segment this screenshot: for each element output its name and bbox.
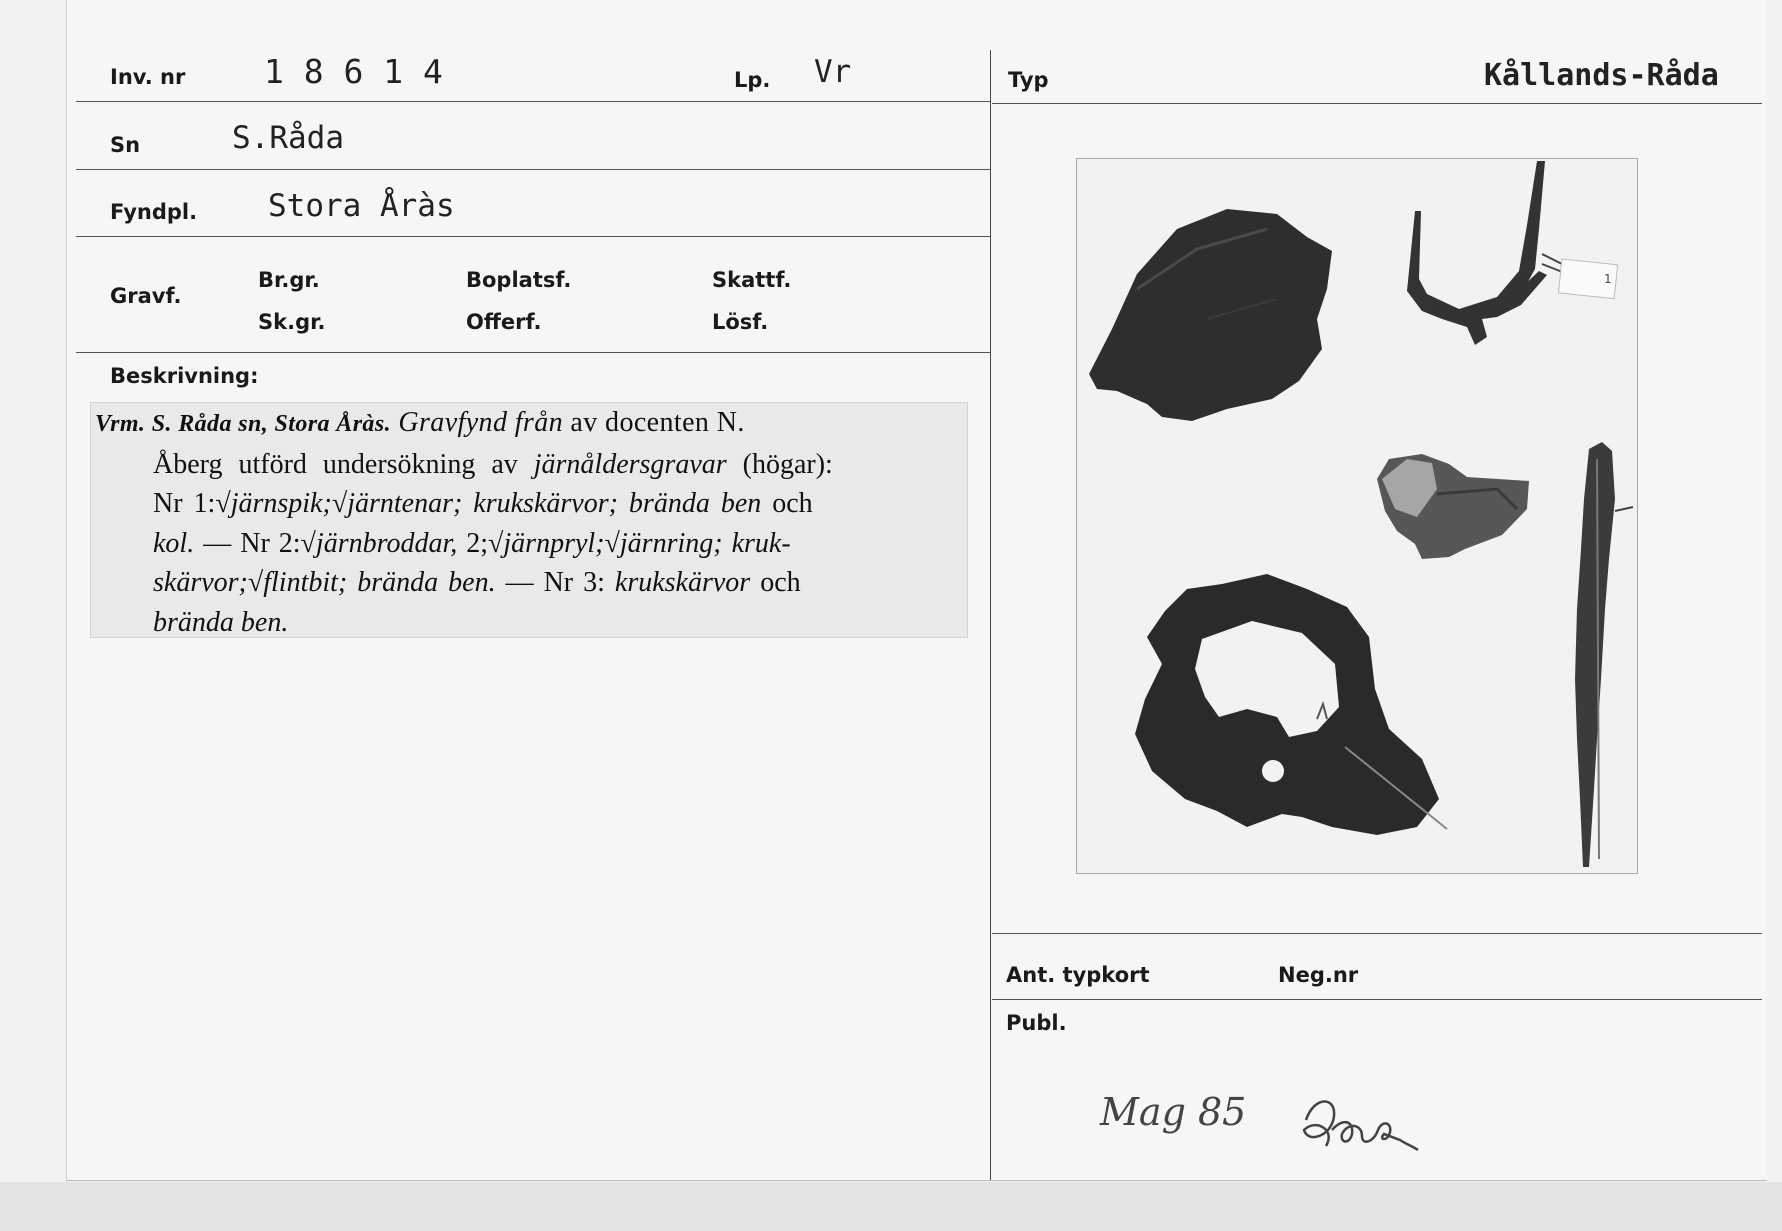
description-line <box>95 563 953 603</box>
gravf-label: Gravf. <box>110 284 182 308</box>
inv-nr-label: Inv. nr <box>110 65 186 89</box>
description-line <box>95 403 953 445</box>
description-fragment: — Nr 2:√ <box>194 527 316 559</box>
description-line <box>95 524 953 564</box>
description-fragment: kruk- <box>731 527 791 559</box>
finds-photograph <box>1076 158 1638 874</box>
rule-fyndpl <box>76 236 990 237</box>
sn-label: Sn <box>110 133 141 157</box>
inv-nr-value: 1 8 6 1 4 <box>264 52 443 91</box>
rule-gravf <box>76 352 990 353</box>
lp-value: Vr <box>814 54 852 90</box>
description-fragment: järnpryl; <box>503 527 605 559</box>
description-fragment: brända ben <box>628 488 762 519</box>
description-fragment: brända ben. <box>153 606 289 638</box>
gravf-option-skattf: Skattf. <box>712 268 792 292</box>
gravf-option-brgr: Br.gr. <box>258 268 320 292</box>
description-fragment: — Nr 3: <box>495 567 615 598</box>
handwritten-note: Mag 85 <box>1100 1090 1247 1134</box>
fyndpl-label: Fyndpl. <box>110 200 198 224</box>
fyndpl-value: Stora Åràs <box>268 188 455 224</box>
rule-sn <box>76 169 990 170</box>
gravf-option-skgr: Sk.gr. <box>258 310 326 334</box>
description-fragment: och <box>750 567 801 598</box>
beskrivning-label: Beskrivning: <box>110 364 259 388</box>
rule-inv <box>76 101 990 102</box>
gravf-option-offerf: Offerf. <box>466 310 542 334</box>
lp-label: Lp. <box>734 68 771 92</box>
sn-value: S.Råda <box>232 120 344 156</box>
description-fragment: √ <box>247 567 264 598</box>
handwritten-signature <box>1296 1090 1426 1160</box>
description-fragment: Gravfynd från <box>398 407 564 438</box>
description-fragment: järnåldersgravar <box>533 448 727 480</box>
description-box <box>90 402 968 638</box>
description-fragment: kol. <box>153 527 195 559</box>
description-fragment: Vrm. S. Råda sn, Stora Åràs. <box>95 411 391 437</box>
gravf-option-losf: Lösf. <box>712 310 769 334</box>
description-line <box>95 445 953 485</box>
rule-photo-bottom <box>992 933 1762 934</box>
description-fragment: √ <box>604 527 620 559</box>
description-fragment: flintbit; <box>263 567 348 598</box>
publ-label: Publ. <box>1006 1011 1067 1035</box>
rule-typ <box>992 103 1762 104</box>
description-line <box>95 484 953 524</box>
description-fragment: järnspik; <box>230 488 332 519</box>
description-fragment: krukskärvor <box>614 567 751 598</box>
description-fragment: √ <box>331 488 348 519</box>
gravf-option-boplatsf: Boplatsf. <box>466 268 572 292</box>
description-fragment: (högar): <box>726 448 833 480</box>
description-fragment: och <box>761 488 813 519</box>
description-fragment: järntenar; <box>347 488 463 519</box>
description-fragment: av docenten N. <box>563 407 745 438</box>
typ-label: Typ <box>1008 68 1049 92</box>
description-fragment: järnring; <box>619 527 723 559</box>
scan-bottom-strip <box>0 1182 1782 1231</box>
description-fragment: 2;√ <box>457 527 504 559</box>
ant-typkort-label: Ant. typkort <box>1006 963 1150 987</box>
description-line <box>95 603 953 643</box>
description-fragment: Åberg utförd undersökning av <box>153 448 534 480</box>
rule-typkort <box>992 999 1762 1000</box>
description-fragment: skärvor; <box>153 567 248 598</box>
description-fragment: järnbroddar, <box>315 527 458 559</box>
neg-nr-label: Neg.nr <box>1278 963 1359 987</box>
description-fragment: krukskärvor; <box>473 488 618 519</box>
region-value: Kållands-Råda <box>1484 58 1719 93</box>
description-fragment: Nr 1:√ <box>153 488 231 519</box>
column-divider <box>990 50 991 1180</box>
svg-text:1: 1 <box>1604 272 1612 286</box>
description-fragment: brända ben. <box>357 567 496 598</box>
finds-illustration <box>1077 159 1637 873</box>
